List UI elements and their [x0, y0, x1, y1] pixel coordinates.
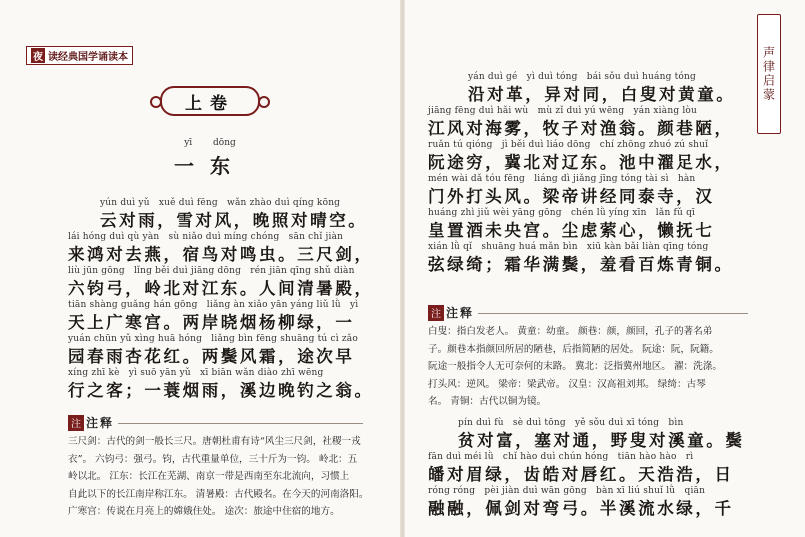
- series-name: 读经典国学诵读本: [48, 52, 128, 63]
- note-line: 三尺剑：古代的剑一般长三尺。唐朝杜甫有诗“风尘三尺剑，社稷一戎: [68, 436, 361, 447]
- note-line: 衣”。 六钧弓：强弓。钧，古代重量单位，三十斤为一钧。 岭北：五: [68, 453, 358, 465]
- pinyin-line: tiān shàng guǎng hán gōng liǎng àn xiǎo yān yáng liǔ lǜ yì: [68, 300, 359, 310]
- hanzi-line: 行之客；一蓑烟雨，溪边晚钓之翁。: [68, 381, 374, 400]
- poem-line: [428, 242, 734, 275]
- pinyin-line: ruǎn tú qióng jì běi duì liáo dōng chí zhōng zhuó zú shuǐ: [428, 140, 709, 150]
- hanzi-line: 弦绿绮；霜华满鬓，羞看百炼青铜。: [428, 255, 734, 274]
- hanzi-line: 贫对富，塞对通，野叟对溪童。鬓: [458, 431, 745, 450]
- notes-heading: [68, 414, 114, 431]
- pinyin-line: jiāng fēng duì hǎi wù mù zǐ duì yú wēng yán xiàng lòu: [428, 106, 698, 116]
- pinyin-line: yuán chūn yǔ xìng huā hóng liǎng bìn fēng shuāng tú cì zǎo: [68, 334, 358, 344]
- poem-line: [68, 232, 374, 265]
- hanzi-line: 六钧弓，岭北对江东。人间清暑殿，: [68, 279, 374, 298]
- pinyin-line: pín duì fù sè duì tōng yě sǒu duì xī tóng bìn: [458, 418, 684, 428]
- pinyin-line: liù jūn gōng lǐng běi duì jiāng dōng rén jiān qīng shǔ diàn: [68, 266, 355, 276]
- poem-line: [428, 140, 734, 173]
- note-line: 打头风：逆风。 梁帝：梁武帝。 汉皇：汉高祖刘邦。 绿绮：古琴: [428, 378, 706, 390]
- pinyin-line: yún duì yǔ xuě duì fēng wǎn zhào duì qíng kōng: [100, 198, 341, 208]
- series-seal: 夜: [31, 48, 45, 63]
- notes-heading: [428, 304, 474, 321]
- poem-line: [68, 300, 358, 333]
- hanzi-line: 江风对海雾，牧子对渔翁。颜巷陋，: [428, 119, 734, 138]
- poem-line: [428, 486, 734, 519]
- hanzi-line: 沿对革，异对同，白叟对黄童。: [468, 85, 736, 104]
- chapter-title: 一东: [174, 154, 246, 178]
- note-line: 岭以北。 江东：长江在芜湖、南京一带是西南至东北流向，习惯上: [68, 471, 350, 482]
- poem-line: [68, 334, 358, 367]
- hanzi-line: 皇置酒未央宫。尘虑萦心，懒抚七: [428, 221, 715, 240]
- pinyin-line: róng róng pèi jiàn duì wān gōng bàn xī liú shuǐ lǜ qiān: [428, 486, 706, 496]
- pinyin-line: xíng zhī kè yì suō yān yǔ xī biān wǎn diào zhī wēng: [68, 368, 324, 378]
- notes-label: 注释: [446, 306, 475, 320]
- poem-line: [428, 208, 715, 241]
- poem-line: [100, 198, 367, 231]
- pinyin-line: fān duì méi lǜ chǐ hào duì chún hóng tiān hào hào rì: [428, 452, 694, 462]
- note-line: 名。 青铜：古代以铜为镜。: [428, 396, 547, 407]
- chapter-pinyin: yī dōng: [184, 138, 236, 148]
- book-gutter: [400, 0, 405, 537]
- series-badge: [26, 46, 133, 65]
- poem-line: [428, 174, 715, 207]
- note-line: 白叟：指白发老人。 黄童：幼童。 颜巷：颜，颜回，孔子的著名弟: [428, 326, 713, 337]
- note-line: 子。颜巷本指颜回所居的陋巷，后指简陋的居处。 阮途：阮，阮籍。: [428, 343, 719, 355]
- notes-rule: [478, 313, 748, 314]
- hanzi-line: 园春雨杏花红。两鬓风霜，途次早: [68, 347, 355, 366]
- notes-icon: 注: [68, 415, 84, 431]
- pinyin-line: lái hóng duì qù yàn sù niǎo duì míng chóng sān chǐ jiàn: [68, 232, 344, 242]
- note-line: 自此以下的长江南岸称江东。 清暑殿：古代殿名。在今天的河南洛阳。: [68, 488, 369, 500]
- chapter-heading: [160, 138, 260, 179]
- pinyin-line: xián lǜ qǐ shuāng huá mǎn bìn xiū kàn bǎi liàn qīng tóng: [428, 242, 709, 252]
- pinyin-line: yán duì gé yì duì tóng bái sǒu duì huáng tóng: [468, 72, 696, 82]
- hanzi-line: 阮途穷，冀北对辽东。池中濯足水，: [428, 153, 734, 172]
- notes-rule: [118, 423, 363, 424]
- section-heading: [160, 86, 260, 116]
- poem-line: [458, 418, 745, 451]
- hanzi-line: 天上广寒宫。两岸晓烟杨柳绿，一: [68, 313, 355, 332]
- notes-text: [428, 323, 722, 411]
- poem-line: [428, 452, 734, 485]
- hanzi-line: 云对雨，雪对风，晚照对晴空。: [100, 211, 368, 230]
- notes-text: [68, 433, 368, 521]
- notes-icon: 注: [428, 305, 444, 321]
- poem-line: [68, 266, 374, 299]
- pinyin-line: huáng zhì jiǔ wèi yāng gōng chén lǜ yíng xīn lǎn fǔ qī: [428, 208, 696, 218]
- vertical-book-title: [757, 14, 781, 134]
- vertical-title-text: 声律启蒙: [761, 46, 776, 102]
- hanzi-line: 融融，佩剑对弯弓。半溪流水绿，千: [428, 499, 734, 518]
- section-title: 上卷: [185, 93, 235, 114]
- hanzi-line: 皤对眉绿，齿皓对唇红。天浩浩，日: [428, 465, 734, 484]
- note-line: 阮途一般指令人无可奈何的末路。 冀北：泛指冀州地区。 濯：洗涤。: [428, 361, 722, 372]
- hanzi-line: 门外打头风。梁帝讲经同泰寺，汉: [428, 187, 715, 206]
- poem-line: [468, 72, 735, 105]
- poem-line: [428, 106, 734, 139]
- hanzi-line: 来鸿对去燕，宿鸟对鸣虫。三尺剑，: [68, 245, 374, 264]
- note-line: 广寒宫：传说在月亮上的嫦娥住处。 途次：旅途中住宿的地方。: [68, 506, 340, 517]
- pinyin-line: mén wài dǎ tóu fēng liáng dì jiǎng jīng tóng tài sì hàn: [428, 174, 696, 184]
- poem-line: [68, 368, 374, 401]
- notes-label: 注释: [86, 416, 115, 430]
